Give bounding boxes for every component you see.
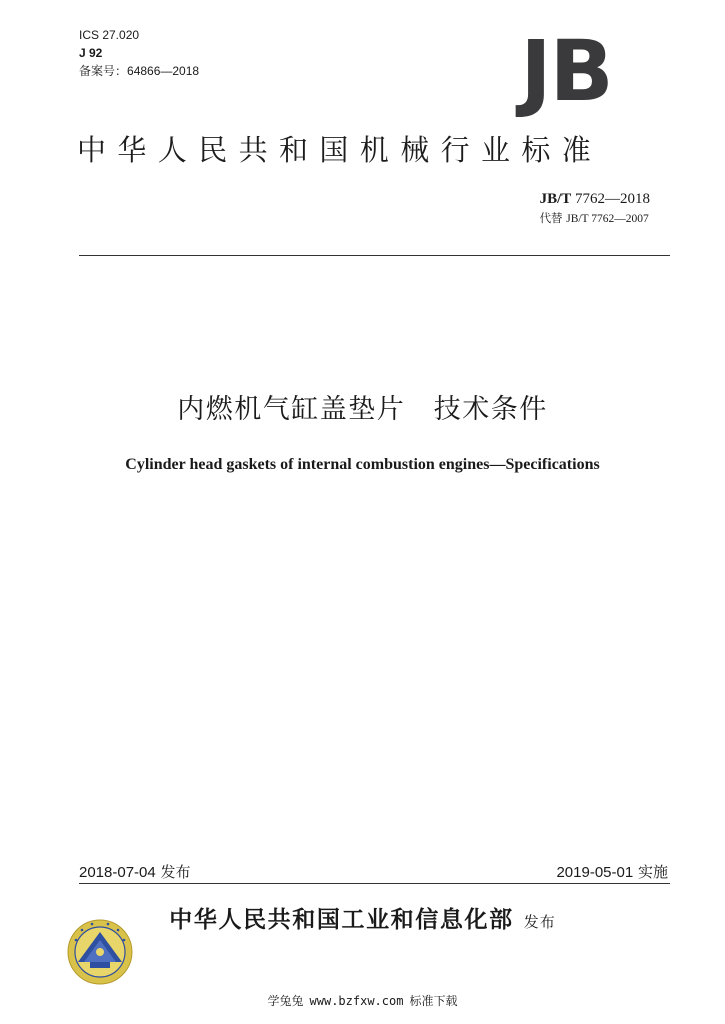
ministry-seal-icon xyxy=(66,918,134,986)
standard-code xyxy=(540,189,650,209)
implement-date xyxy=(556,862,668,883)
footer-url[interactable]: www.bzfxw.com xyxy=(309,994,404,1008)
document-title-en: Cylinder head gaskets of internal combustion engines—Specifications xyxy=(125,456,600,473)
standard-code-block xyxy=(540,189,650,227)
authority-publish-label: 发布 xyxy=(523,913,556,931)
record-number xyxy=(79,63,199,79)
page-footer xyxy=(0,993,725,1009)
issue-date xyxy=(79,862,191,883)
standard-title: 中华人民共和国机械行业标准 xyxy=(77,133,603,167)
replaces-code: JB/T 7762—2007 xyxy=(566,213,649,225)
jb-logo: JB xyxy=(520,22,612,120)
top-divider xyxy=(79,255,670,256)
record-label: 备案号： xyxy=(79,64,128,78)
standard-code-number: 7762—2018 xyxy=(575,191,650,207)
ics-code: ICS 27.020 xyxy=(79,28,140,42)
implement-date-label: 实施 xyxy=(637,863,668,881)
standard-code-prefix: JB/T xyxy=(539,191,572,207)
replaces-label: 代替 xyxy=(539,211,563,225)
record-value: 64866—2018 xyxy=(127,64,200,78)
authority-name: 中华人民共和国工业和信息化部 xyxy=(169,907,514,933)
issue-date-label: 发布 xyxy=(160,863,191,881)
bottom-divider xyxy=(79,883,670,884)
footer-left: 学兔兔 xyxy=(267,994,304,1008)
footer-right: 标准下载 xyxy=(409,994,458,1008)
implement-date-value: 2019-05-01 xyxy=(556,864,634,881)
issue-date-value: 2018-07-04 xyxy=(79,864,156,881)
document-title-zh: 内燃机气缸盖垫片 技术条件 xyxy=(177,394,548,425)
replaces-line xyxy=(540,210,650,227)
classification-code: J 92 xyxy=(79,46,103,60)
